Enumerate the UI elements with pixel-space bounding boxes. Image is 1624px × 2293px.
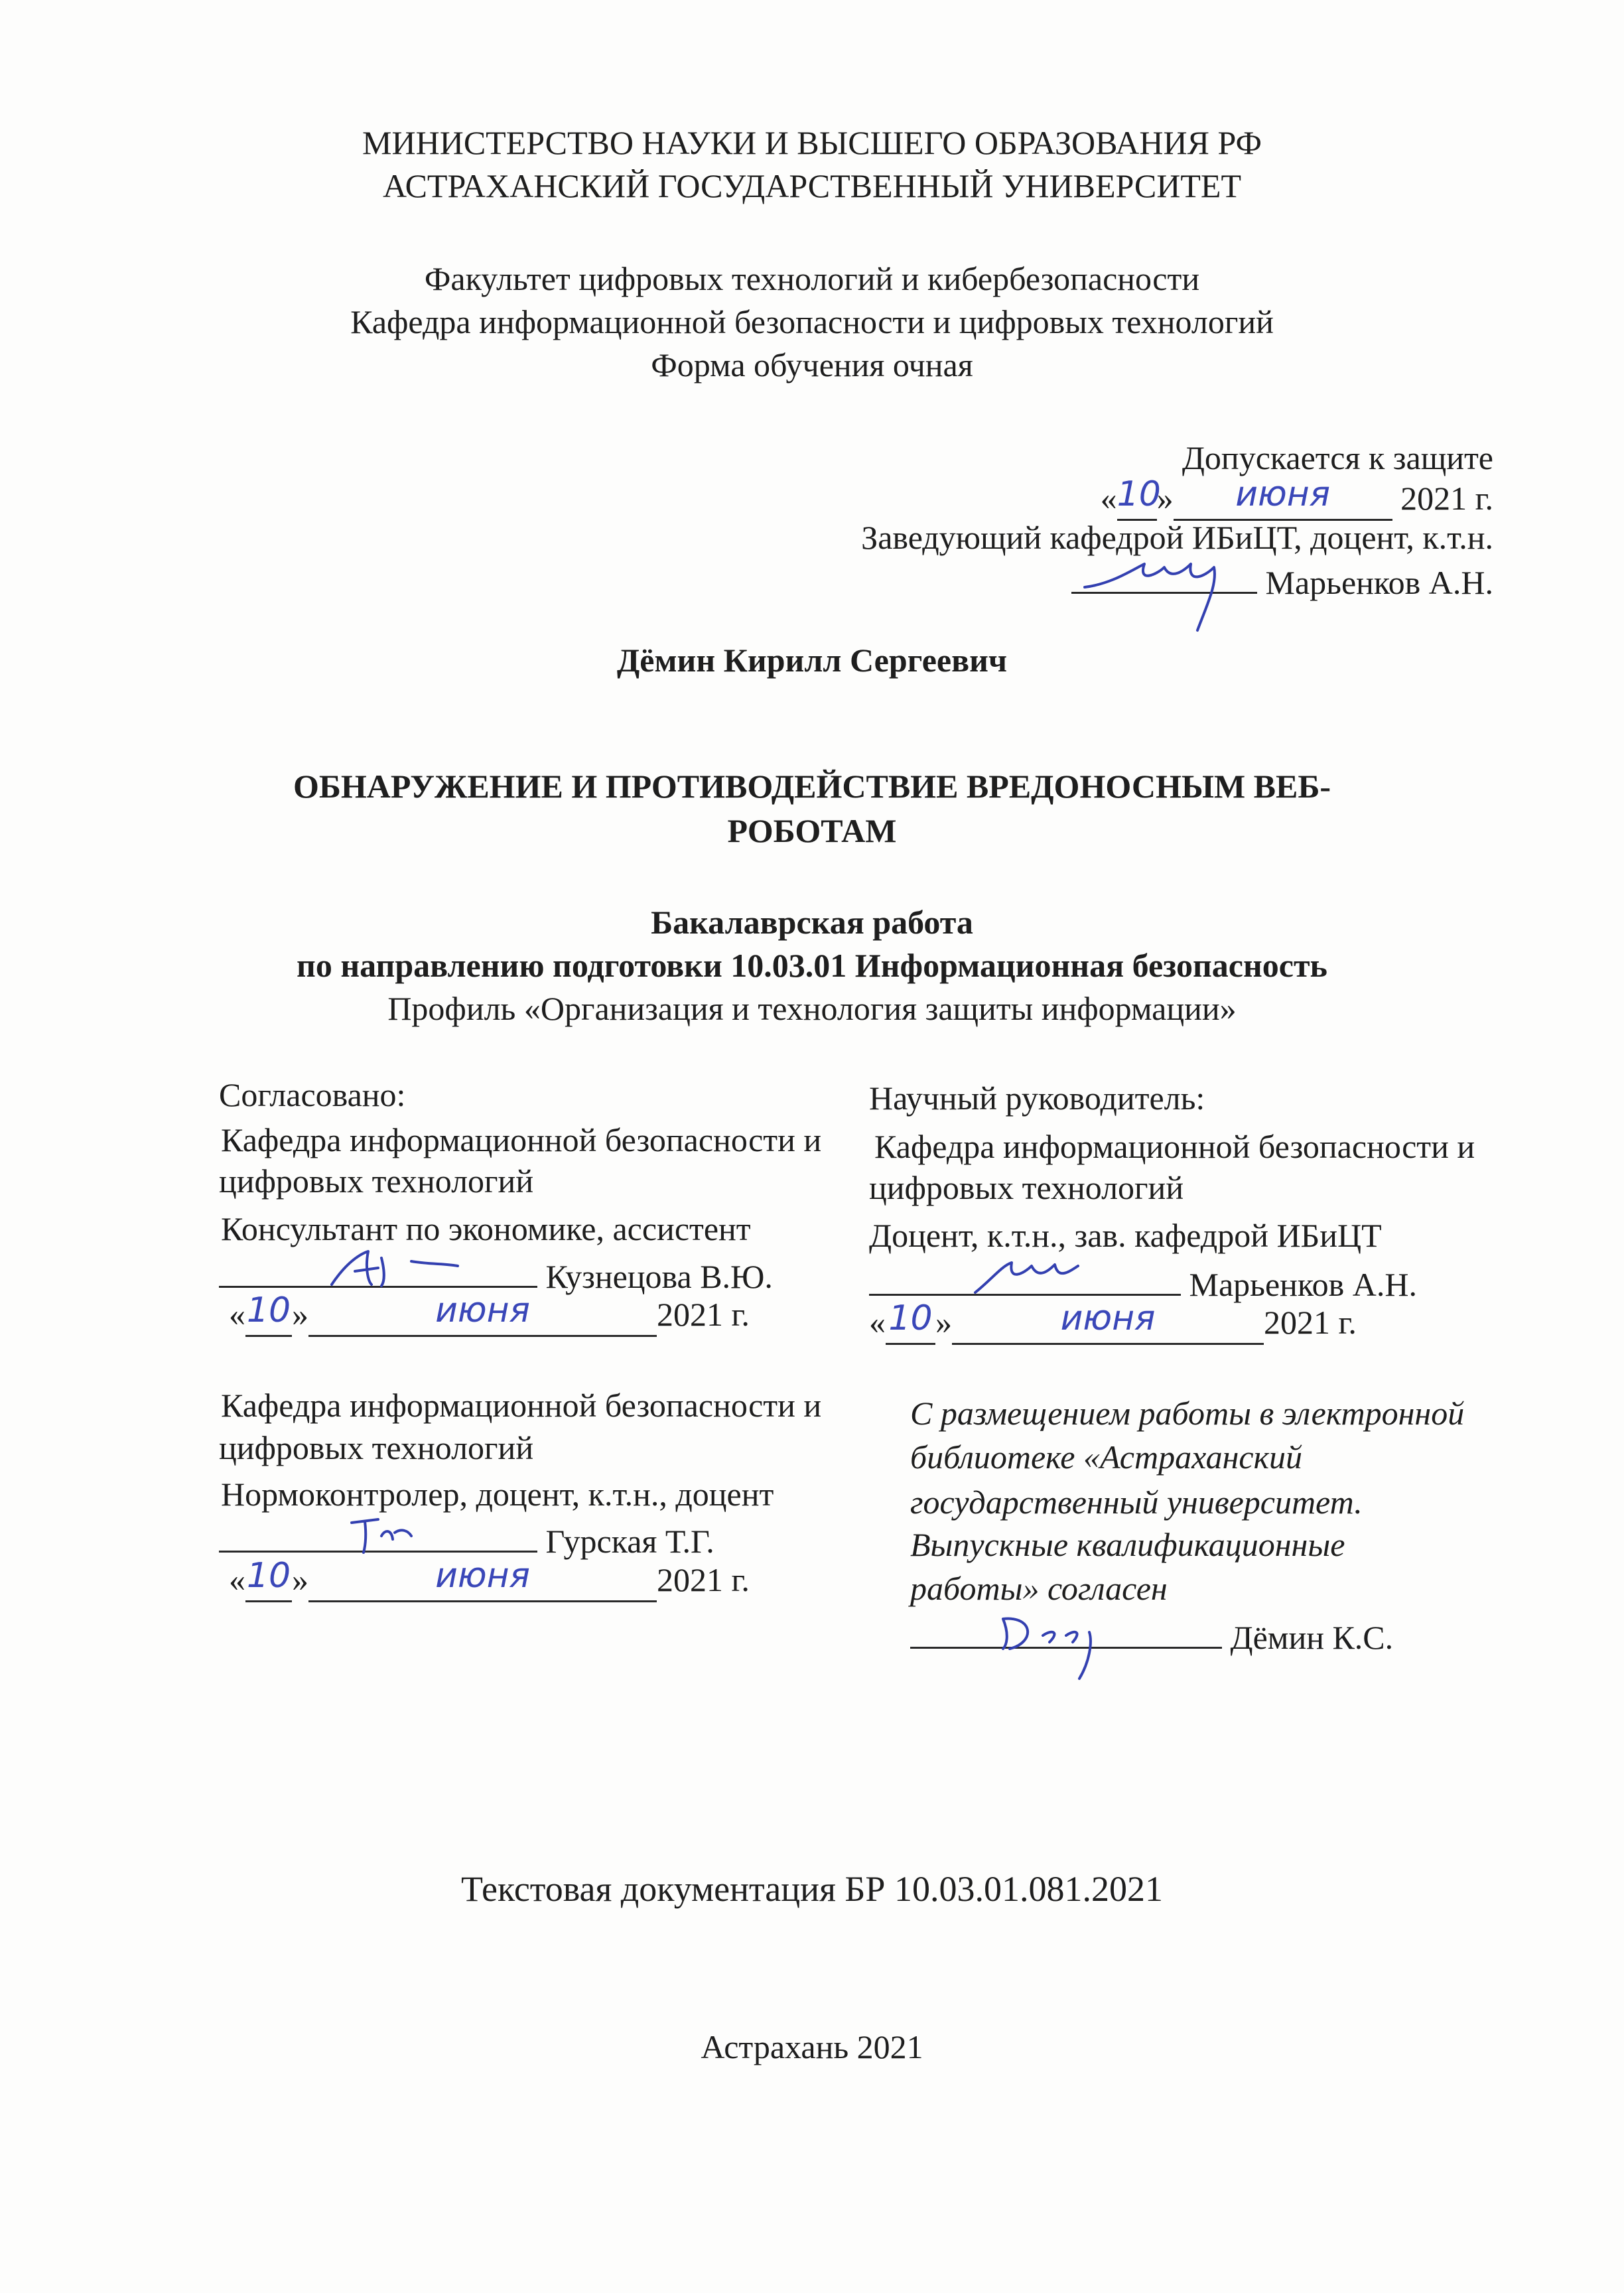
handwritten-month: июня bbox=[1060, 1298, 1156, 1338]
study-form: Форма обучения очная bbox=[651, 346, 973, 383]
handwritten-day: 10 bbox=[1116, 474, 1161, 514]
signature-mark bbox=[219, 1516, 537, 1556]
date-year: 2021 г. bbox=[1400, 480, 1493, 517]
handwritten-month: июня bbox=[435, 1290, 530, 1330]
author-name: Дёмин Кирилл Сергеевич bbox=[616, 642, 1008, 679]
date-day-field bbox=[886, 1298, 935, 1345]
handwritten-day: 10 bbox=[246, 1290, 291, 1330]
work-direction: по направлению подготовки 10.03.01 Информационная безопасность bbox=[297, 947, 1327, 984]
normcontrol-dept-line1: Кафедра информационной безопасности и bbox=[221, 1387, 822, 1424]
date-year: 2021 г. bbox=[1264, 1304, 1357, 1341]
date-year: 2021 г. bbox=[657, 1561, 750, 1598]
normcontrol-date bbox=[229, 1556, 750, 1602]
open-quote: « bbox=[229, 1561, 245, 1598]
agreed-role: Консультант по экономике, ассистент bbox=[221, 1210, 751, 1247]
admission-date bbox=[1100, 474, 1493, 521]
handwritten-month: июня bbox=[1235, 474, 1331, 514]
work-title-line1: ОБНАРУЖЕНИЕ И ПРОТИВОДЕЙСТВИЕ ВРЕДОНОСНЫМ ВЕБ- bbox=[293, 768, 1331, 805]
signature-mark bbox=[869, 1259, 1181, 1299]
supervisor-name: Марьенков А.Н. bbox=[1189, 1266, 1417, 1303]
consent-line4: Выпускные квалификационные bbox=[910, 1526, 1345, 1563]
consent-line5: работы» согласен bbox=[910, 1570, 1168, 1607]
head-name: Марьенков А.Н. bbox=[1265, 564, 1493, 601]
open-quote: « bbox=[869, 1304, 886, 1341]
work-type: Бакалаврская работа bbox=[651, 904, 973, 941]
signature-field bbox=[1071, 557, 1257, 594]
date-day-field bbox=[1116, 474, 1161, 521]
supervisor-signature-line bbox=[869, 1259, 1417, 1304]
normcontrol-role: Нормоконтролер, доцент, к.т.н., доцент bbox=[221, 1476, 774, 1513]
consent-line3: государственный университет. bbox=[910, 1484, 1363, 1521]
supervisor-role: Доцент, к.т.н., зав. кафедрой ИБиЦТ bbox=[869, 1217, 1382, 1254]
normcontrol-name: Гурская Т.Г. bbox=[545, 1523, 714, 1560]
consent-line1: С размещением работы в электронной bbox=[910, 1395, 1465, 1432]
supervisor-label: Научный руководитель: bbox=[869, 1079, 1205, 1117]
head-signature-line bbox=[1071, 557, 1493, 602]
date-month-field bbox=[952, 1298, 1264, 1345]
consent-line2: библиотеке «Астраханский bbox=[910, 1438, 1302, 1476]
supervisor-dept-line2: цифровых технологий bbox=[869, 1169, 1184, 1206]
close-quote: » bbox=[292, 1296, 308, 1333]
signature-field bbox=[869, 1259, 1181, 1296]
faculty-name: Факультет цифровых технологий и кибербезопасности bbox=[424, 260, 1200, 297]
signature-mark bbox=[219, 1251, 537, 1291]
normcontrol-dept-line2: цифровых технологий bbox=[219, 1429, 534, 1466]
signature-mark bbox=[910, 1612, 1222, 1685]
close-quote: » bbox=[935, 1304, 952, 1341]
consent-signature-line bbox=[910, 1612, 1393, 1657]
university-name: АСТРАХАНСКИЙ ГОСУДАРСТВЕННЫЙ УНИВЕРСИТЕТ bbox=[382, 167, 1242, 204]
agreed-signature-line bbox=[219, 1251, 773, 1296]
consent-name: Дёмин К.С. bbox=[1230, 1619, 1394, 1656]
agreed-dept-line2: цифровых технологий bbox=[219, 1162, 534, 1200]
ministry-name: МИНИСТЕРСТВО НАУКИ И ВЫСШЕГО ОБРАЗОВАНИЯ РФ bbox=[362, 124, 1262, 161]
date-month-field bbox=[308, 1290, 657, 1337]
work-profile: Профиль «Организация и технология защиты информации» bbox=[387, 990, 1237, 1027]
handwritten-day: 10 bbox=[246, 1556, 291, 1596]
city-year: Астрахань 2021 bbox=[701, 2028, 923, 2065]
date-year: 2021 г. bbox=[657, 1296, 750, 1333]
work-title-line2: РОБОТАМ bbox=[727, 812, 897, 849]
date-day-field bbox=[245, 1290, 292, 1337]
open-quote: « bbox=[229, 1296, 245, 1333]
document-code: Текстовая документация БР 10.03.01.081.2021 bbox=[461, 1869, 1163, 1909]
head-position: Заведующий кафедрой ИБиЦТ, доцент, к.т.н. bbox=[861, 519, 1493, 556]
normcontrol-signature-line bbox=[219, 1516, 714, 1561]
signature-mark bbox=[1071, 557, 1257, 637]
agreed-label: Согласовано: bbox=[219, 1076, 406, 1113]
signature-field bbox=[219, 1251, 537, 1288]
close-quote: » bbox=[292, 1561, 308, 1598]
admission-title: Допускается к защите bbox=[1182, 439, 1493, 476]
supervisor-date bbox=[869, 1298, 1357, 1345]
date-day-field bbox=[245, 1556, 292, 1602]
supervisor-dept-line1: Кафедра информационной безопасности и bbox=[874, 1128, 1475, 1165]
agreed-dept-line1: Кафедра информационной безопасности и bbox=[221, 1121, 822, 1158]
handwritten-day: 10 bbox=[888, 1298, 933, 1338]
date-month-field bbox=[308, 1556, 657, 1602]
open-quote: « bbox=[1100, 480, 1117, 517]
department-name: Кафедра информационной безопасности и цифровых технологий bbox=[350, 303, 1274, 340]
handwritten-month: июня bbox=[435, 1556, 530, 1596]
agreed-date bbox=[229, 1290, 750, 1337]
date-month-field bbox=[1174, 474, 1392, 521]
signature-field bbox=[219, 1516, 537, 1553]
close-quote: » bbox=[1156, 480, 1174, 517]
agreed-name: Кузнецова В.Ю. bbox=[545, 1258, 773, 1295]
signature-field bbox=[910, 1612, 1222, 1649]
